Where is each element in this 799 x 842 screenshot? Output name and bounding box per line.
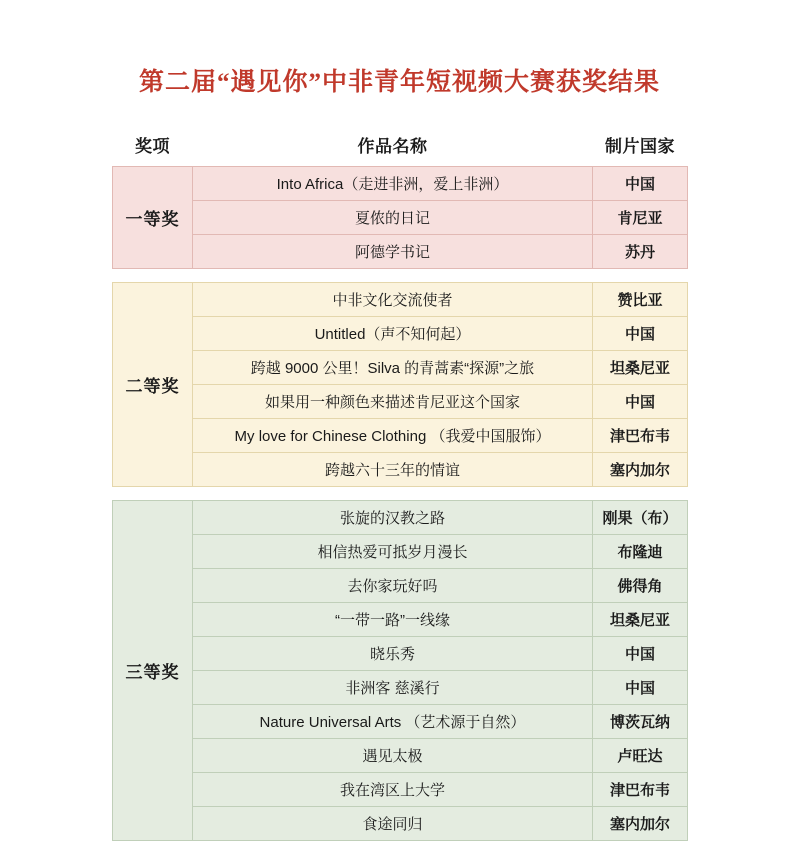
production-country-cell: 布隆迪 [593, 535, 688, 569]
work-title-cell: 张旋的汉教之路 [193, 501, 593, 535]
table-row [113, 739, 688, 773]
table-row [113, 235, 688, 269]
table-row [113, 419, 688, 453]
column-header-country: 制片国家 [593, 126, 688, 167]
production-country-cell: 塞内加尔 [593, 453, 688, 487]
production-country-cell: 刚果（布） [593, 501, 688, 535]
table-row [113, 671, 688, 705]
work-title-cell: 遇见太极 [193, 739, 593, 773]
production-country-cell: 卢旺达 [593, 739, 688, 773]
award-level-cell: 二等奖 [113, 283, 193, 487]
table-row [113, 453, 688, 487]
work-title-cell: 阿德学书记 [193, 235, 593, 269]
table-row [113, 501, 688, 535]
work-title-cell: 跨越六十三年的情谊 [193, 453, 593, 487]
column-header-name: 作品名称 [193, 126, 593, 167]
production-country-cell: 中国 [593, 385, 688, 419]
table-row [113, 569, 688, 603]
table-body [113, 167, 688, 841]
table-header [113, 126, 688, 167]
work-title-cell: 夏侬的日记 [193, 201, 593, 235]
production-country-cell: 坦桑尼亚 [593, 603, 688, 637]
production-country-cell: 肯尼亚 [593, 201, 688, 235]
work-title-cell: Untitled（声不知何起） [193, 317, 593, 351]
group-spacer-cell [113, 487, 688, 501]
work-title-cell: 非洲客 慈溪行 [193, 671, 593, 705]
work-title-cell: 去你家玩好吗 [193, 569, 593, 603]
table-row [113, 807, 688, 841]
work-title-cell: 食途同归 [193, 807, 593, 841]
group-spacer [113, 269, 688, 283]
table-row [113, 603, 688, 637]
production-country-cell: 津巴布韦 [593, 419, 688, 453]
table-row [113, 201, 688, 235]
table-row [113, 167, 688, 201]
production-country-cell: 赞比亚 [593, 283, 688, 317]
production-country-cell: 中国 [593, 167, 688, 201]
production-country-cell: 佛得角 [593, 569, 688, 603]
production-country-cell: 津巴布韦 [593, 773, 688, 807]
work-title-cell: 如果用一种颜色来描述肯尼亚这个国家 [193, 385, 593, 419]
table-row [113, 637, 688, 671]
table-row [113, 705, 688, 739]
table-header-row [113, 126, 688, 167]
production-country-cell: 坦桑尼亚 [593, 351, 688, 385]
award-level-cell: 一等奖 [113, 167, 193, 269]
table-row [113, 385, 688, 419]
work-title-cell: “一带一路”一线缘 [193, 603, 593, 637]
production-country-cell: 中国 [593, 317, 688, 351]
work-title-cell: Nature Universal Arts （艺术源于自然） [193, 705, 593, 739]
work-title-cell: 跨越 9000 公里！Silva 的青蒿素“探源”之旅 [193, 351, 593, 385]
work-title-cell: 我在湾区上大学 [193, 773, 593, 807]
work-title-cell: 晓乐秀 [193, 637, 593, 671]
work-title-cell: Into Africa（走进非洲，爱上非洲） [193, 167, 593, 201]
production-country-cell: 塞内加尔 [593, 807, 688, 841]
production-country-cell: 博茨瓦纳 [593, 705, 688, 739]
results-table [112, 126, 688, 841]
results-table-wrap [112, 126, 687, 841]
table-row [113, 351, 688, 385]
table-row [113, 535, 688, 569]
table-row [113, 283, 688, 317]
group-spacer [113, 487, 688, 501]
table-row [113, 317, 688, 351]
work-title-cell: 相信热爱可抵岁月漫长 [193, 535, 593, 569]
work-title-cell: My love for Chinese Clothing （我爱中国服饰） [193, 419, 593, 453]
production-country-cell: 中国 [593, 671, 688, 705]
page-title: 第二届“遇见你”中非青年短视频大赛获奖结果 [138, 69, 660, 96]
work-title-cell: 中非文化交流使者 [193, 283, 593, 317]
document-page [0, 62, 799, 842]
group-spacer-cell [113, 269, 688, 283]
production-country-cell: 苏丹 [593, 235, 688, 269]
column-header-award: 奖项 [113, 126, 193, 167]
award-level-cell: 三等奖 [113, 501, 193, 841]
production-country-cell: 中国 [593, 637, 688, 671]
table-row [113, 773, 688, 807]
